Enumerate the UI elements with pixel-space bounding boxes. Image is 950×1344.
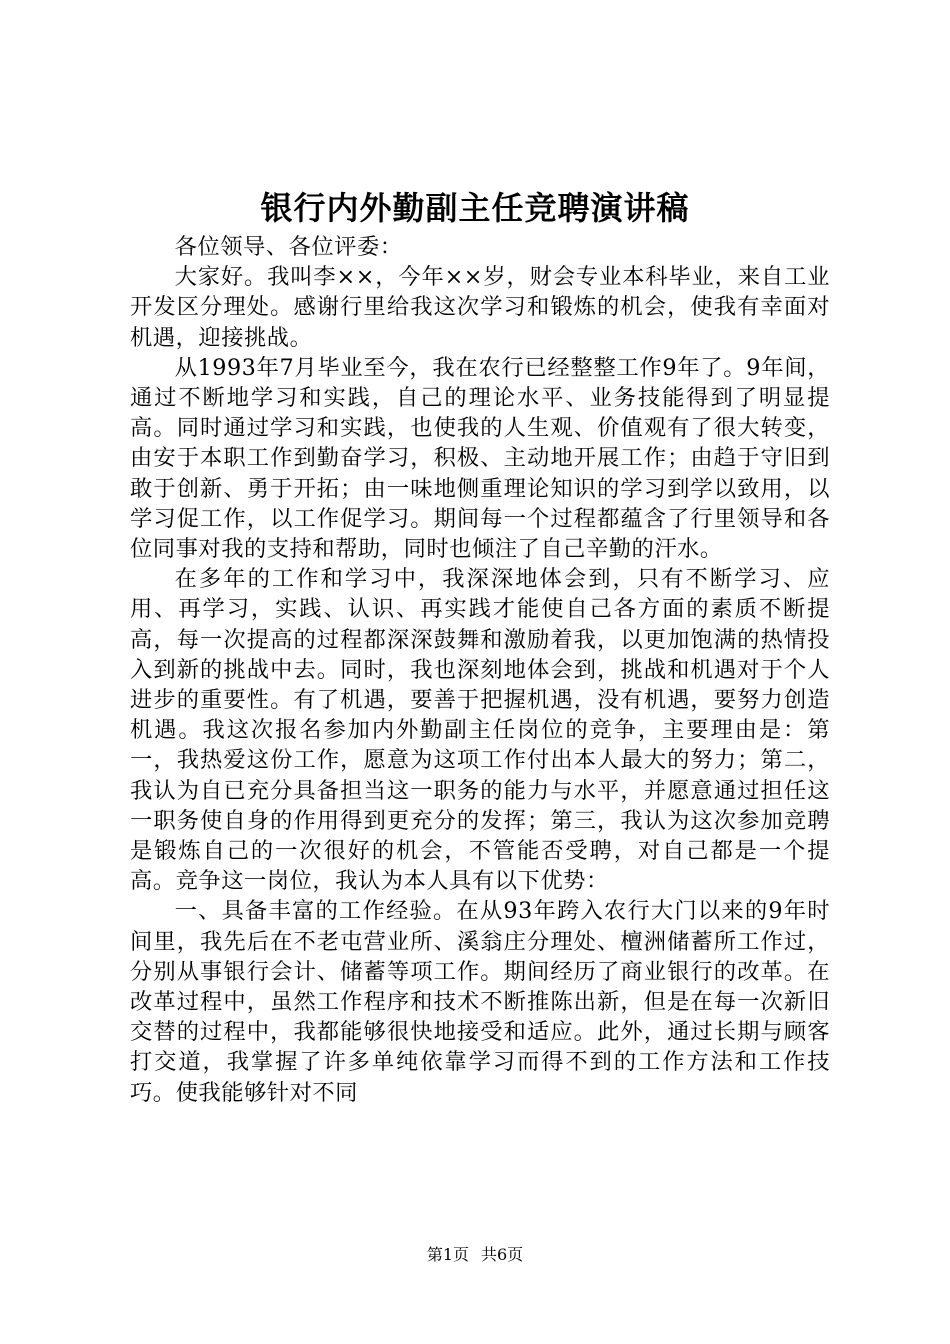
document-title: 银行内外勤副主任竞聘演讲稿 (260, 189, 690, 227)
page-number: 第1页 (426, 1245, 469, 1264)
page-total: 共6页 (481, 1245, 524, 1264)
document-body (130, 232, 830, 1108)
paragraph-advantage-one: 一、具备丰富的工作经验。在从93年跨入农行大门以来的9年时间里，我先后在不老屯营业所、溪翁庄分理处、檀洲储蓄所工作过，分别从事银行会计、储蓄等项工作。期间经历了商业银行的改革。在改革过程中，虽然工作程序和技术不断推陈出新，但是在每一次新旧交替的过程中，我都能够很快地接受和适应。此外，通过长期与顾客打交道，我掌握了许多单纯依靠学习而得不到的工作方法和工作技巧。使我能够针对不同 (130, 898, 830, 1106)
page-footer (0, 1243, 950, 1267)
salutation: 各位领导、各位评委： (174, 234, 403, 260)
paragraph-experience: 从1993年7月毕业至今，我在农行已经整整工作9年了。9年间，通过不断地学习和实践，自己的理论水平、业务技能得到了明显提高。同时通过学习和实践，也使我的人生观、价值观有了很大转变，由安于本职工作到勤奋学习，积极、主动地开展工作；由趋于守旧到敢于创新、勇于开拓；由一味地侧重理论知识的学习到学以致用，以学习促工作，以工作促学习。期间每一个过程都蕴含了行里领导和各位同事对我的支持和帮助，同时也倾注了自己辛勤的汗水。 (130, 354, 830, 563)
paragraph-motivation: 在多年的工作和学习中，我深深地体会到，只有不断学习、应用、再学习，实践、认识、再实践才能使自己各方面的素质不断提高，每一次提高的过程都深深鼓舞和激励着我，以更加饱满的热情投入到新的挑战中去。同时，我也深刻地体会到，挑战和机遇对于个人进步的重要性。有了机遇，要善于把握机遇，没有机遇，要努力创造机遇。我这次报名参加内外勤副主任岗位的竞争，主要理由是：第一，我热爱这份工作，愿意为这项工作付出本人最大的努力；第二，我认为自已充分具备担当这一职务的能力与水平，并愿意通过担任这一职务使自身的作用得到更充分的发挥；第三，我认为这次参加竞聘是锻炼自己的一次很好的机会，不管能否受聘，对自己都是一个提高。竞争这一岗位，我认为本人具有以下优势： (130, 566, 830, 895)
paragraph-introduction: 大家好。我叫李××，今年××岁，财会专业本科毕业，来自工业开发区分理处。感谢行里给我这次学习和锻炼的机会，使我有幸面对机遇，迎接挑战。 (130, 264, 830, 351)
